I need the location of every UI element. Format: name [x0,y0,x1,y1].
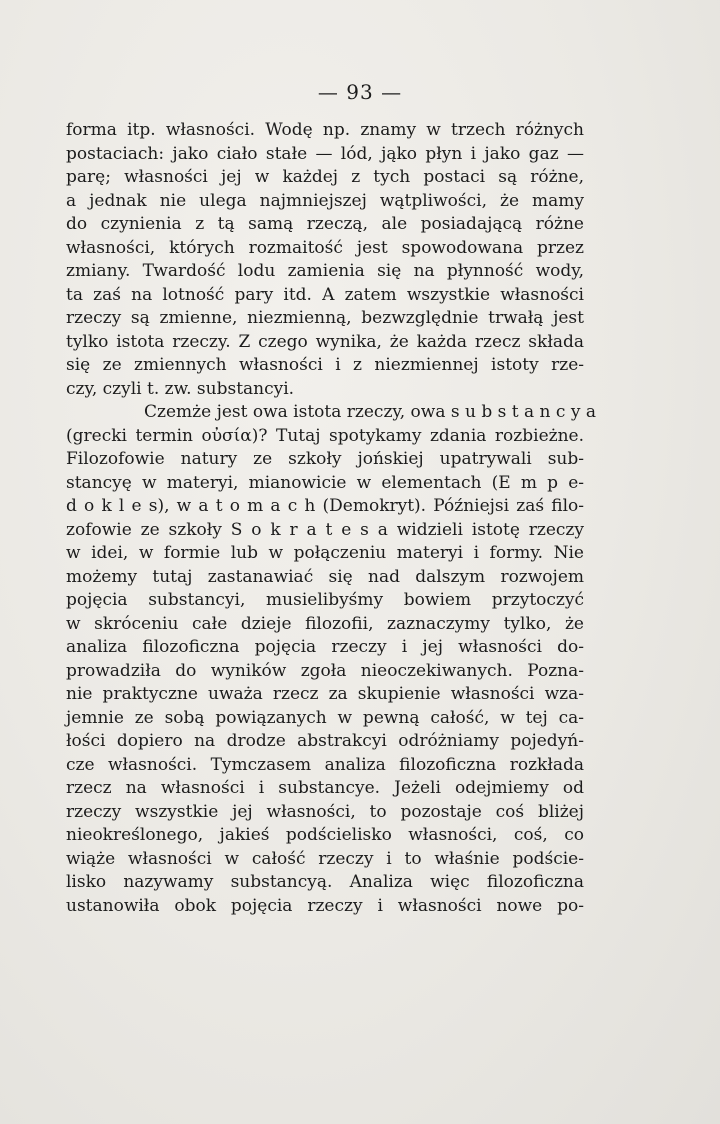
text-line: parę; własności jej w każdej z tych postaci są różne, [66,167,584,187]
text-line: tylko istota rzeczy. Z czego wynika, że każda rzecz składa [66,331,584,352]
text-line: (grecki termin οὐσία)? Tutaj spotykamy zdania rozbieżne. [66,425,584,446]
text-line: rzeczy są zmienne, niezmienną, bezwzględnie trwałą jest [66,308,584,328]
text-line: ustanowiła obok pojęcia rzeczy i własności nowe po- [66,895,584,916]
text-line: nie praktyczne uważa rzecz za skupienie własności wza- [66,684,584,704]
text-line: stancyę w materyi, mianowicie w elementach (E m p e- [66,472,584,493]
text-line: własności, których rozmaitość jest spowodowana przez [66,237,584,258]
text-line: wiąże własności w całość rzeczy i to właśnie podście- [66,848,584,869]
page-number: — 93 — [317,80,403,104]
text-line: w idei, w formie lub w połączeniu materyi i formy. Nie [66,543,584,563]
text-line: a jednak nie ulega najmniejszej wątpliwości, że mamy [66,190,584,211]
text-line: łości dopiero na drodze abstrakcyi odróżniamy pojedyń- [66,731,584,751]
text-line: nieokreślonego, jakieś podścielisko własności, coś, co [66,825,584,845]
text-line: rzeczy wszystkie jej własności, to pozostaje coś bliżej [66,801,584,822]
text-line: do czynienia z tą samą rzeczą, ale posiadającą różne [66,214,584,234]
text-line: analiza filozoficzna pojęcia rzeczy i jej własności do- [66,637,584,657]
text-line: prowadziła do wyników zgoła nieoczekiwanych. Pozna- [66,660,584,681]
text-line: czy, czyli t. zw. substancyi. [66,378,295,399]
text-line: cze własności. Tymczasem analiza filozoficzna rozkłada [66,754,584,775]
text-line: rzecz na własności i substancye. Jeżeli odejmiemy od [66,778,584,798]
text-line: ta zaś na lotność pary itd. A zatem wszystkie własności [66,284,584,305]
text-line: lisko nazywamy substancyą. Analiza więc filozoficzna [66,872,584,892]
text-line: d o k l e s), w a t o m a c h (Demokryt). Późniejsi zaś filo- [66,496,584,516]
text-line: możemy tutaj zastanawiać się nad dalszym rozwojem [66,566,584,587]
text-line: zmiany. Twardość lodu zamienia się na płynność wody, [66,261,584,281]
text-line: Filozofowie natury ze szkoły jońskiej upatrywali sub- [66,449,584,469]
body-text [66,119,596,918]
text-line: jemnie ze sobą powiązanych w pewną całość, w tej ca- [66,707,584,728]
text-line: się ze zmiennych własności i z niezmiennej istoty rze- [66,355,584,375]
text-line: postaciach: jako ciało stałe — lód, jąko płyn i jako gaz — [66,143,584,164]
text-line: Czemże jest owa istota rzeczy, owa s u b s t a n c y a [144,402,596,422]
text-line: forma itp. własności. Wodę np. znamy w trzech różnych [66,120,584,140]
text-line: zofowie ze szkoły S o k r a t e s a widzieli istotę rzeczy [66,519,584,540]
text-line: w skróceniu całe dzieje filozofii, zaznaczymy tylko, że [66,613,584,634]
text-line: pojęcia substancyi, musielibyśmy bowiem przytoczyć [66,590,584,610]
